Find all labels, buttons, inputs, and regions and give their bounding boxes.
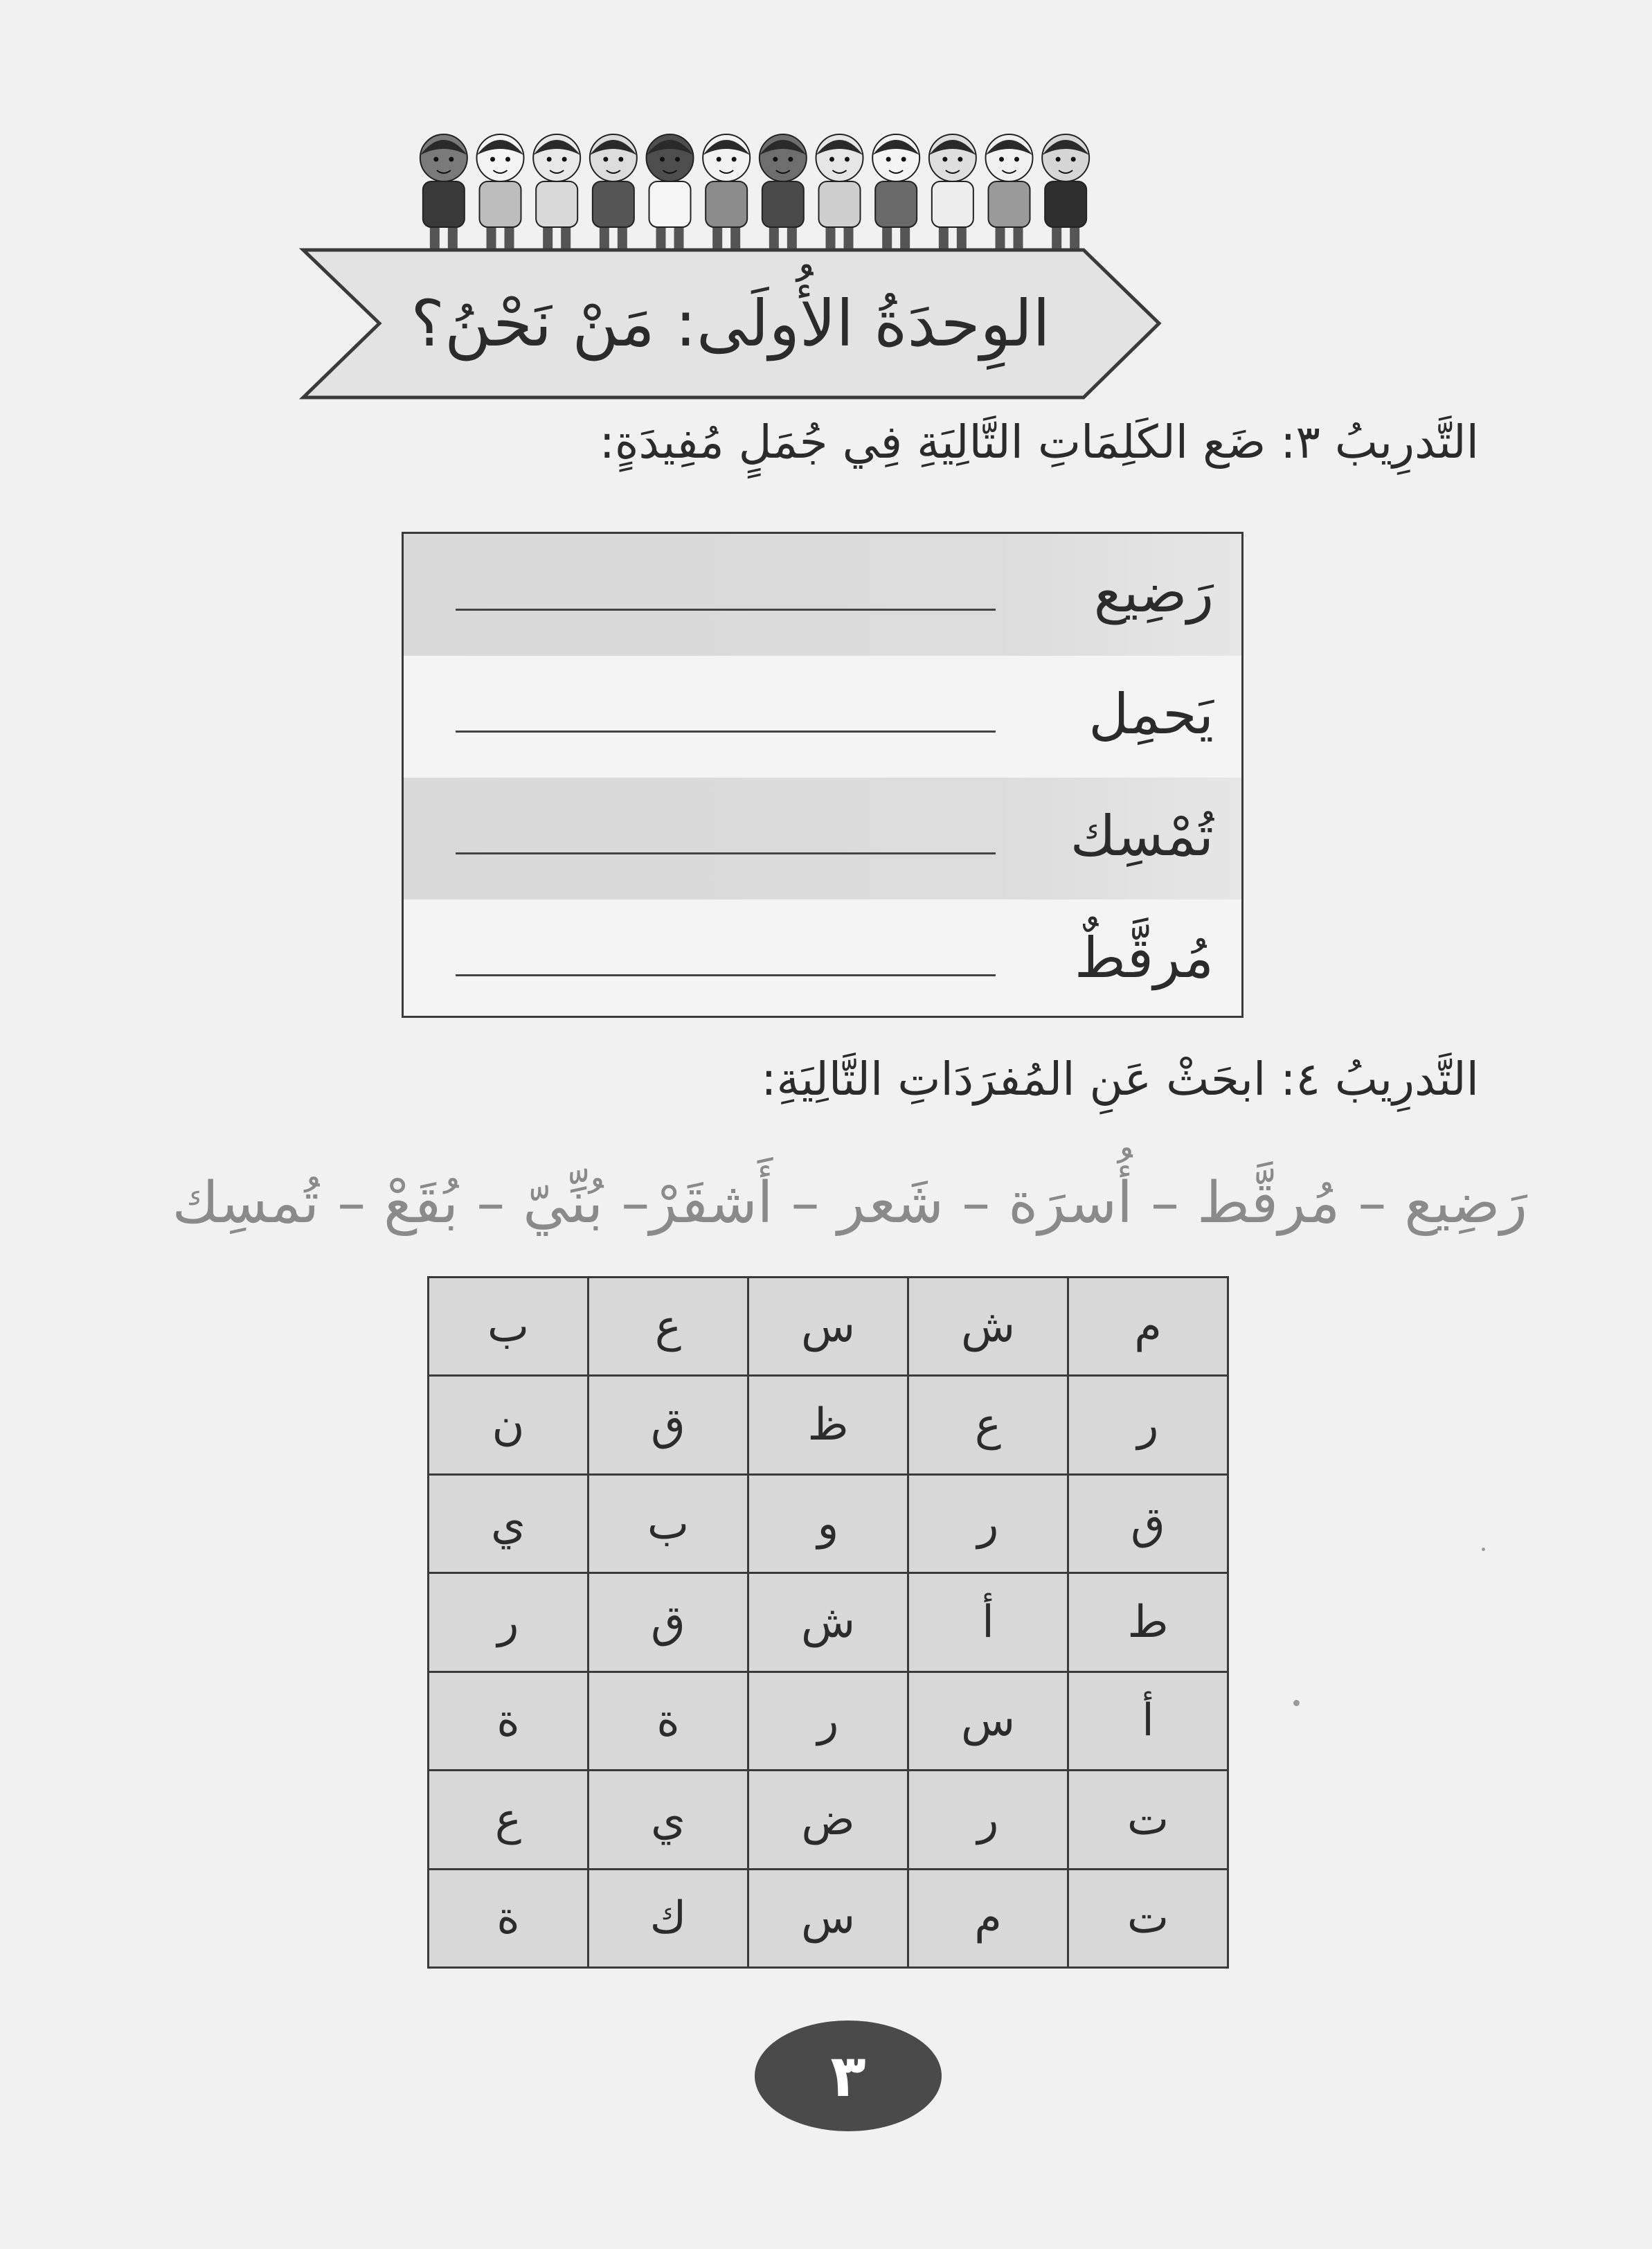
children-illustration — [415, 118, 1094, 249]
child-figure — [703, 134, 750, 249]
grid-cell[interactable]: ق — [589, 1573, 748, 1672]
grid-cell[interactable]: ع — [908, 1376, 1068, 1474]
grid-cell[interactable]: ة — [429, 1672, 589, 1770]
grid-cell[interactable]: أ — [908, 1573, 1068, 1672]
grid-cell[interactable]: ع — [589, 1278, 748, 1376]
child-figure — [477, 134, 524, 249]
exercise-3-title: التَّدرِيبُ ٣: ضَع الكَلِمَاتِ التَّالِيَةِ فِي جُمَلٍ مُفِيدَةٍ: — [599, 415, 1479, 469]
grid-row — [429, 1771, 1228, 1869]
sentence-row — [404, 778, 1241, 899]
vocab-word: تُمْسِك — [1070, 804, 1214, 868]
exercise-4-title: التَّدرِيبُ ٤: ابحَثْ عَنِ المُفرَدَاتِ التَّالِيَةِ: — [761, 1052, 1479, 1106]
sentence-row — [404, 534, 1241, 656]
child-figure — [1042, 134, 1089, 249]
grid-cell[interactable]: ظ — [748, 1376, 908, 1474]
grid-row — [429, 1672, 1228, 1770]
answer-line[interactable] — [456, 852, 996, 854]
grid-cell[interactable]: و — [748, 1474, 908, 1572]
grid-cell[interactable]: ة — [589, 1672, 748, 1770]
word-search-grid — [427, 1276, 1229, 1969]
sentence-row — [404, 656, 1241, 778]
answer-line[interactable] — [456, 731, 996, 733]
grid-row — [429, 1573, 1228, 1672]
child-figure — [816, 134, 863, 249]
child-figure — [986, 134, 1033, 249]
vocab-word: مُرقَّطٌ — [1074, 926, 1214, 990]
grid-row — [429, 1376, 1228, 1474]
grid-cell[interactable]: س — [748, 1869, 908, 1967]
grid-cell[interactable]: ي — [589, 1771, 748, 1869]
grid-row — [429, 1474, 1228, 1572]
grid-cell[interactable]: ض — [748, 1771, 908, 1869]
grid-cell[interactable]: ع — [429, 1771, 589, 1869]
grid-cell[interactable]: س — [748, 1278, 908, 1376]
grid-cell[interactable]: ر — [748, 1672, 908, 1770]
grid-cell[interactable]: س — [908, 1672, 1068, 1770]
grid-cell[interactable]: ط — [1068, 1573, 1228, 1672]
grid-cell[interactable]: ش — [908, 1278, 1068, 1376]
grid-cell[interactable]: ت — [1068, 1869, 1228, 1967]
answer-line[interactable] — [456, 609, 996, 611]
grid-row — [429, 1278, 1228, 1376]
child-figure — [872, 134, 919, 249]
grid-cell[interactable]: ت — [1068, 1771, 1228, 1869]
grid-cell[interactable]: م — [1068, 1278, 1228, 1376]
sentence-row — [404, 899, 1241, 1021]
page-number: ٣ — [755, 2020, 942, 2131]
word-search-list: رَضِيع – مُرقَّط – أُسرَة – شَعر – أَشقَرْ– بُنِّيّ – بُقَعْ – تُمسِك — [172, 1170, 1527, 1236]
grid-cell[interactable]: ر — [908, 1474, 1068, 1572]
child-figure — [647, 134, 694, 249]
grid-cell[interactable]: ر — [429, 1573, 589, 1672]
child-figure — [533, 134, 580, 249]
child-figure — [929, 134, 976, 249]
grid-row — [429, 1869, 1228, 1967]
vocab-word: رَضِيع — [1093, 560, 1214, 625]
grid-cell[interactable]: م — [908, 1869, 1068, 1967]
unit-title: الوِحدَةُ الأُولَى: مَنْ نَحْنُ؟ — [411, 287, 1050, 361]
answer-line[interactable] — [456, 974, 996, 976]
grid-cell[interactable]: ق — [1068, 1474, 1228, 1572]
vocab-word: يَحمِل — [1088, 682, 1214, 746]
grid-cell[interactable]: ش — [748, 1573, 908, 1672]
child-figure — [420, 134, 467, 249]
grid-cell[interactable]: ي — [429, 1474, 589, 1572]
child-figure — [760, 134, 807, 249]
grid-cell[interactable]: أ — [1068, 1672, 1228, 1770]
speck — [1293, 1700, 1300, 1706]
exercise-3-box — [402, 532, 1244, 1018]
grid-cell[interactable]: ك — [589, 1869, 748, 1967]
grid-cell[interactable]: ب — [589, 1474, 748, 1572]
grid-cell[interactable]: ب — [429, 1278, 589, 1376]
grid-cell[interactable]: ر — [1068, 1376, 1228, 1474]
grid-cell[interactable]: ة — [429, 1869, 589, 1967]
child-figure — [590, 134, 637, 249]
grid-cell[interactable]: ر — [908, 1771, 1068, 1869]
grid-cell[interactable]: ن — [429, 1376, 589, 1474]
speck — [1482, 1548, 1485, 1551]
grid-cell[interactable]: ق — [589, 1376, 748, 1474]
